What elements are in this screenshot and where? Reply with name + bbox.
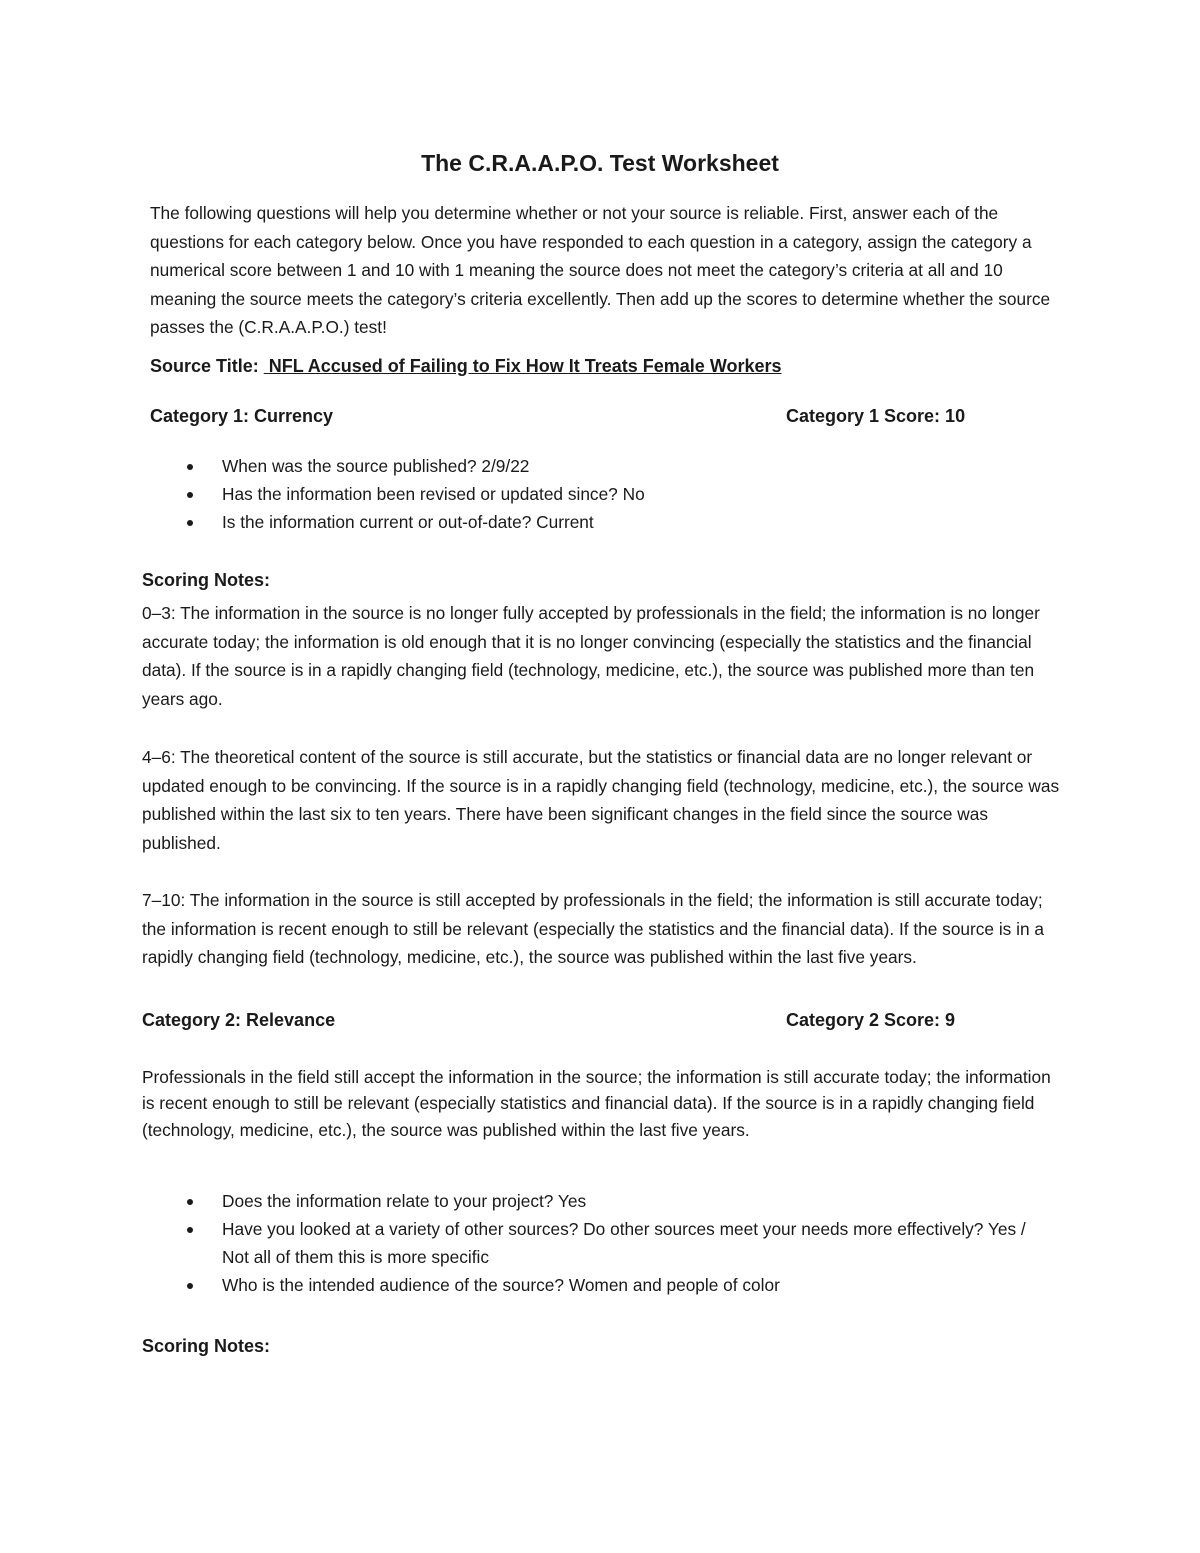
list-item: Has the information been revised or updated since? No bbox=[150, 480, 1050, 508]
category-1-questions bbox=[150, 452, 1050, 536]
bullet-icon bbox=[187, 1283, 193, 1289]
category-1-heading: Category 1: Currency bbox=[150, 406, 334, 426]
scoring-note-4-6: 4–6: The theoretical content of the source is still accurate, but the statistics or financial data are no longer relevant or updated enough to be convincing. If the source is in a rapidly changing field (technology, medicine, etc.), the source was published within the last six to ten years. There have been significant changes in the field since the source was published. bbox=[142, 747, 1060, 853]
bullet-icon bbox=[187, 520, 193, 526]
list-item: Have you looked at a variety of other sources? Do other sources meet your needs more effectively? Yes / Not all of them this is more specific bbox=[150, 1215, 1050, 1271]
intro-paragraph: The following questions will help you determine whether or not your source is reliable. First, answer each of the questions for each category below. Once you have responded to each question in a category, assign the category a numerical score between 1 and 10 with 1 meaning the source does not meet the category’s criteria at all and 10 meaning the source meets the category’s criteria excellently. Then add up the scores to determine whether the source passes the (C.R.A.A.P.O.) test! bbox=[150, 203, 1051, 337]
bullet-icon bbox=[187, 492, 193, 498]
source-title-line bbox=[150, 356, 928, 377]
bullet-icon bbox=[187, 1227, 193, 1233]
source-title-value bbox=[264, 356, 928, 377]
bullet-icon bbox=[187, 1199, 193, 1205]
category-2-score: Category 2 Score: 9 bbox=[786, 1010, 956, 1030]
category-1-score: Category 1 Score: 10 bbox=[786, 406, 966, 426]
category-2-heading: Category 2: Relevance bbox=[142, 1010, 336, 1030]
category-2-questions bbox=[150, 1187, 1050, 1299]
list-item: Who is the intended audience of the source? Women and people of color bbox=[150, 1271, 1050, 1299]
source-title-text: NFL Accused of Failing to Fix How It Treats Female Workers bbox=[268, 356, 782, 376]
list-item: When was the source published? 2/9/22 bbox=[150, 452, 1050, 480]
scoring-note-0-3: 0–3: The information in the source is no longer fully accepted by professionals in the field; the information is no longer accurate today; the information is old enough that it is no longer convincing (especially the statistics and the financial data). If the source is in a rapidly changing field (technology, medicine, etc.), the source was published more than ten years ago. bbox=[142, 603, 1040, 709]
source-title-label: Source Title: bbox=[150, 356, 259, 376]
category-2-scoring-heading: Scoring Notes: bbox=[142, 1336, 271, 1356]
category-2-description: Professionals in the field still accept the information in the source; the information is still accurate today; the information is recent enough to still be relevant (especially statistics and financial data). If the source is in a rapidly changing field (technology, medicine, etc.), the source was published within the last five years. bbox=[142, 1067, 1051, 1140]
worksheet-title: The C.R.A.A.P.O. Test Worksheet bbox=[421, 150, 779, 176]
bullet-icon bbox=[187, 464, 193, 470]
list-item: Does the information relate to your project? Yes bbox=[150, 1187, 1050, 1215]
category-1-scoring-heading: Scoring Notes: bbox=[142, 570, 271, 590]
list-item: Is the information current or out-of-date? Current bbox=[150, 508, 1050, 536]
scoring-note-7-10: 7–10: The information in the source is still accepted by professionals in the field; the information is still accurate today; the information is recent enough to still be relevant (especially the statistics and the financial data). If the source is in a rapidly changing field (technology, medicine, etc.), the source was published within the last five years. bbox=[142, 890, 1044, 967]
